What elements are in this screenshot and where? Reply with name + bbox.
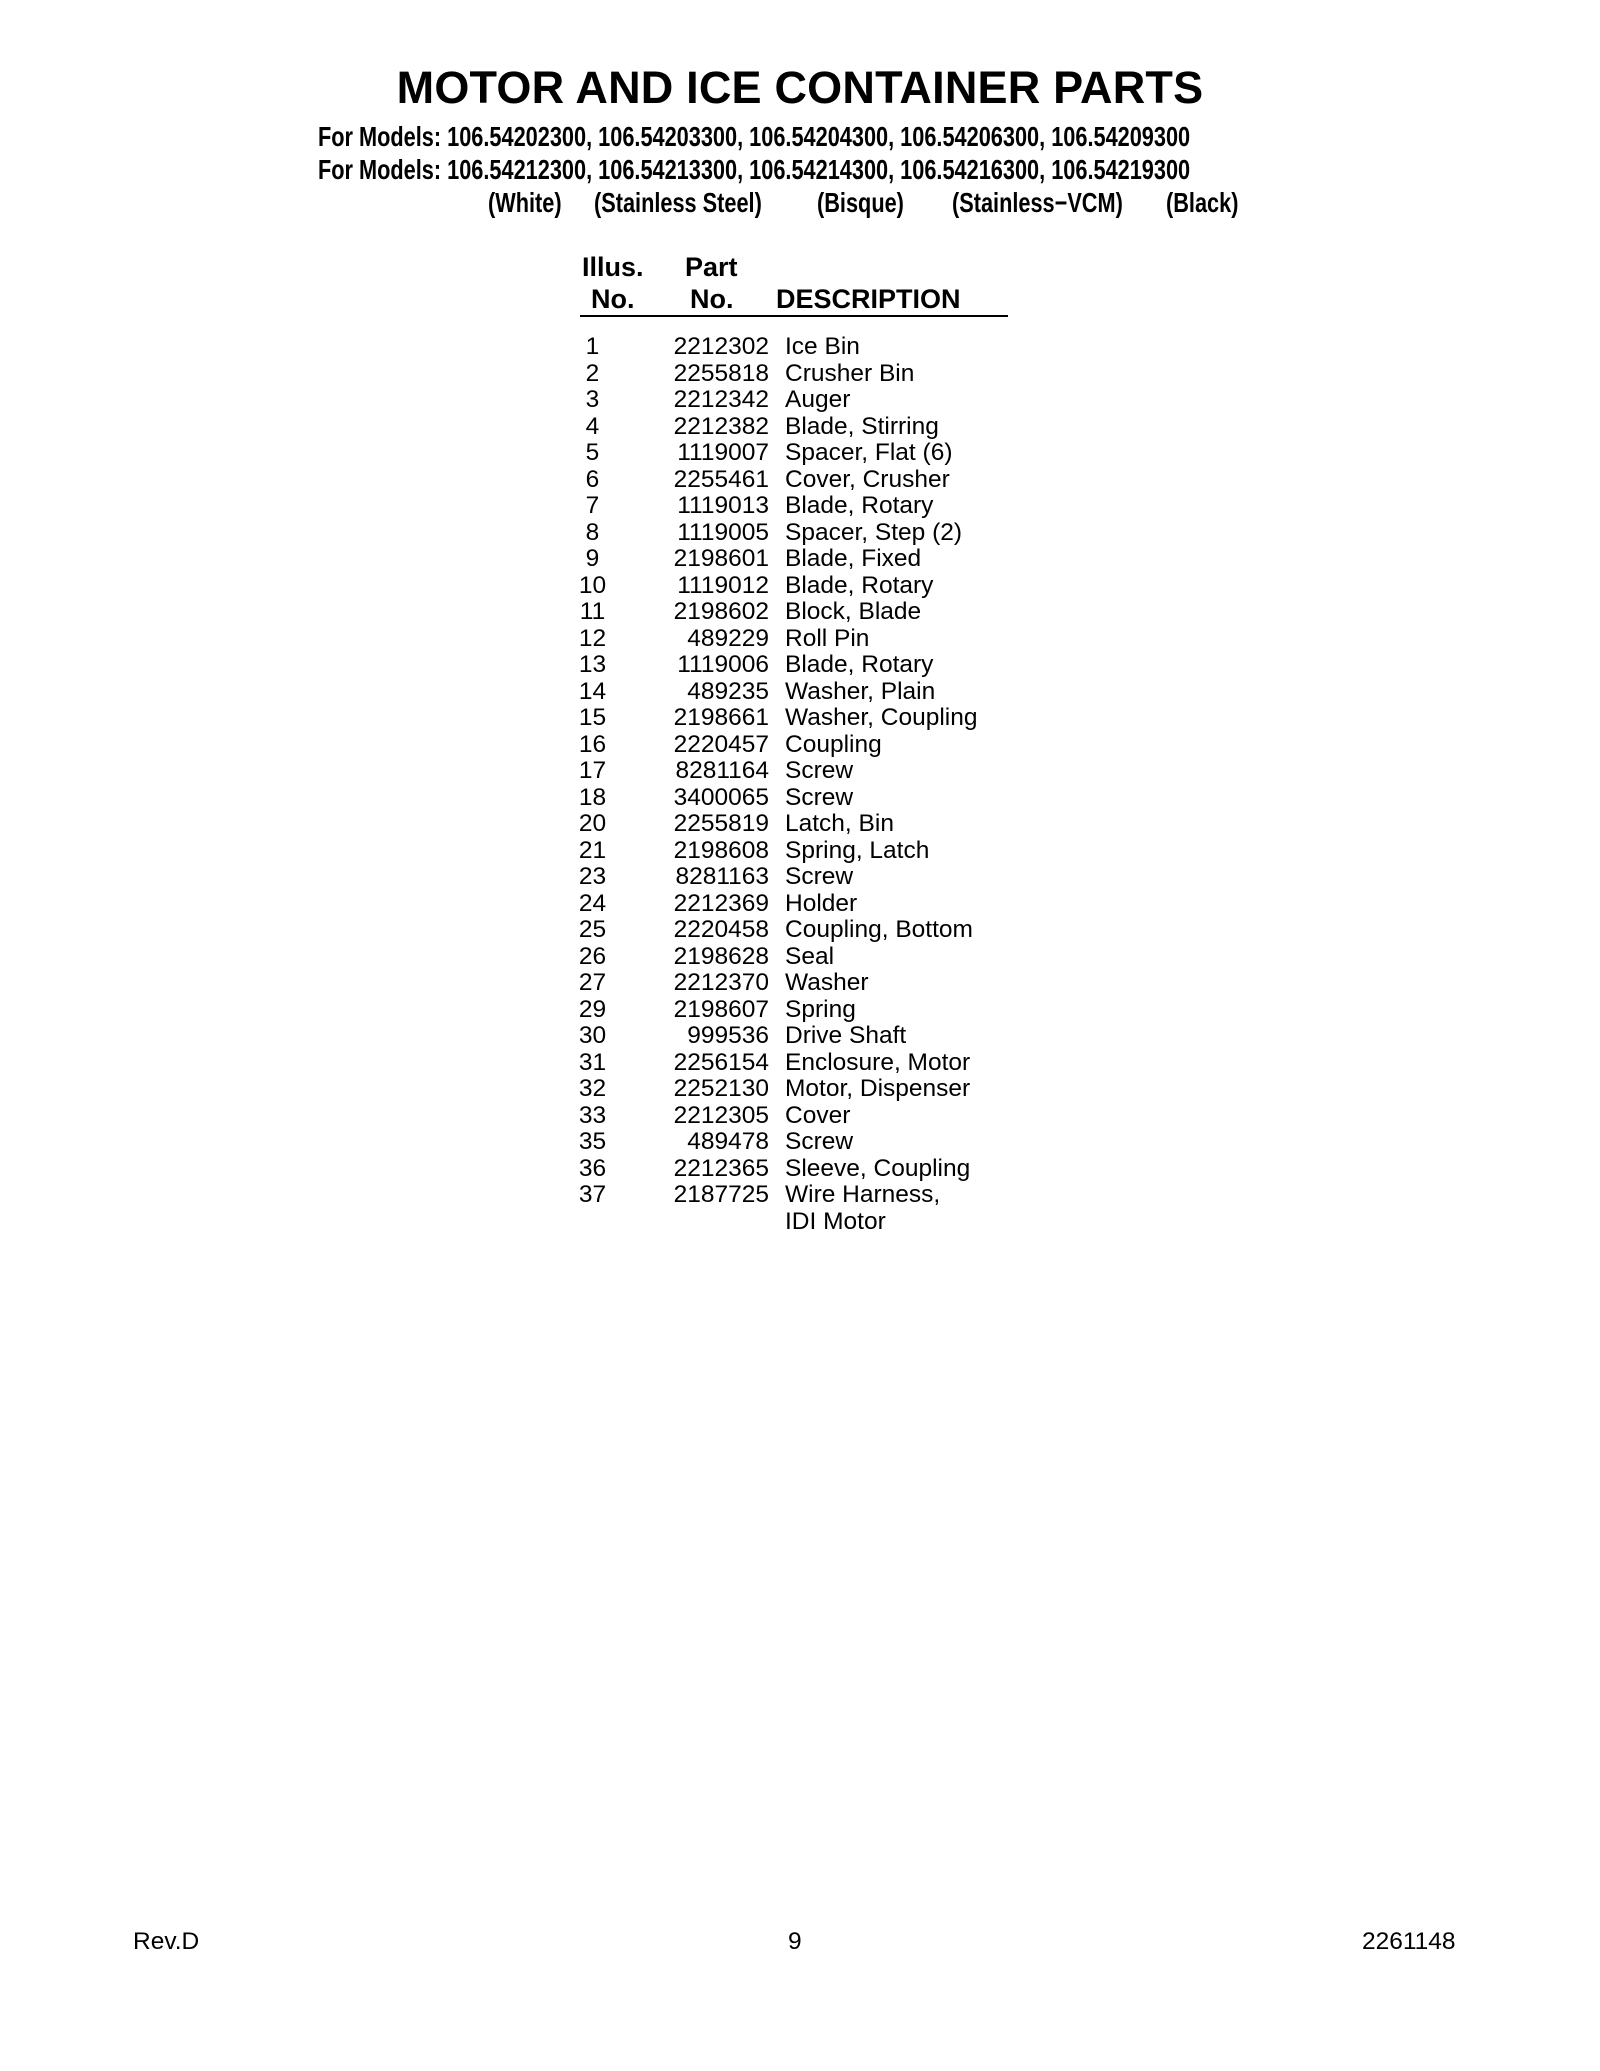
- footer-document-number: 2261148: [1362, 1928, 1456, 1955]
- table-row: [560, 944, 1040, 971]
- part-number: 8281163: [675, 863, 769, 890]
- header-divider: [580, 315, 1008, 317]
- illus-number: 15: [578, 704, 607, 731]
- table-row: [560, 997, 1040, 1024]
- illus-number: 21: [578, 836, 607, 864]
- table-row: [560, 493, 1040, 520]
- part-number: 2198628: [673, 942, 769, 970]
- part-number: 2212369: [673, 889, 769, 917]
- part-description: Coupling: [785, 730, 882, 758]
- part-description: Blade, Rotary: [785, 651, 934, 678]
- part-description: Roll Pin: [785, 624, 870, 652]
- table-row: [560, 1103, 1040, 1130]
- table-row: [560, 652, 1040, 679]
- part-description: Spacer, Flat (6): [785, 439, 953, 466]
- part-number: 1119013: [677, 492, 769, 519]
- table-row: [560, 705, 1040, 732]
- part-number: 1119007: [677, 439, 769, 466]
- finish-white: (White): [488, 187, 562, 218]
- part-description: Washer, Plain: [785, 677, 936, 705]
- illus-number: 2: [585, 359, 600, 387]
- part-number: 2255461: [673, 465, 769, 493]
- part-description: Crusher Bin: [785, 359, 915, 387]
- part-number: 1119005: [677, 518, 769, 546]
- table-row: [560, 1076, 1040, 1103]
- illus-number: 18: [578, 783, 607, 811]
- part-number: 2187725: [673, 1181, 769, 1208]
- part-description: Spring: [785, 995, 856, 1023]
- part-number: 2212382: [673, 412, 769, 440]
- part-number: 3400065: [673, 783, 769, 811]
- footer-revision: Rev.D: [133, 1928, 200, 1955]
- part-description: Wire Harness,: [785, 1181, 941, 1208]
- part-number: 2252130: [673, 1075, 769, 1102]
- illus-number: 30: [578, 1022, 607, 1049]
- table-row: [560, 1023, 1040, 1050]
- illus-number: 10: [578, 571, 607, 599]
- illus-number: 24: [578, 889, 607, 917]
- table-row: [560, 1050, 1040, 1077]
- illus-number: 5: [585, 439, 600, 466]
- table-row: [560, 520, 1040, 547]
- page-title: MOTOR AND ICE CONTAINER PARTS: [396, 62, 1204, 113]
- table-row: [560, 1129, 1040, 1156]
- table-row: [560, 467, 1040, 494]
- part-description: Blade, Fixed: [785, 545, 922, 572]
- part-number: 2256154: [673, 1048, 769, 1076]
- part-description: Screw: [785, 783, 854, 811]
- part-description: Cover, Crusher: [785, 465, 950, 493]
- part-number: 2198607: [673, 995, 769, 1023]
- models-line-2: For Models: 106.54212300, 106.54213300, 106.54214300, 106.54216300, 106.54219300: [318, 154, 1191, 185]
- illus-number: 17: [578, 757, 607, 784]
- finish-bisque: (Bisque): [817, 187, 904, 218]
- part-number: 999536: [687, 1022, 769, 1049]
- table-row: [560, 811, 1040, 838]
- table-row: [560, 440, 1040, 467]
- illus-number: 3: [585, 386, 600, 413]
- table-row: [560, 732, 1040, 759]
- header-illus-top: Illus.: [582, 252, 644, 282]
- part-description: Washer: [785, 969, 869, 996]
- part-number: 2212305: [673, 1101, 769, 1129]
- part-number: 489478: [687, 1128, 769, 1155]
- header-description: DESCRIPTION: [776, 284, 961, 314]
- part-description: Drive Shaft: [785, 1022, 907, 1049]
- table-row: [560, 573, 1040, 600]
- part-description: IDI Motor: [785, 1207, 886, 1235]
- illus-number: 31: [578, 1048, 607, 1076]
- illus-number: 16: [578, 730, 607, 758]
- illus-number: 37: [578, 1181, 607, 1208]
- illus-number: 13: [578, 651, 607, 678]
- illus-number: 12: [578, 624, 607, 652]
- part-description: Coupling, Bottom: [785, 916, 973, 943]
- illus-number: 8: [585, 518, 600, 546]
- part-description: Enclosure, Motor: [785, 1048, 971, 1076]
- table-row: [560, 626, 1040, 653]
- part-number: 2212302: [673, 333, 769, 360]
- table-row: [560, 891, 1040, 918]
- table-row: [560, 785, 1040, 812]
- table-row: [560, 599, 1040, 626]
- part-description: Block, Blade: [785, 598, 922, 625]
- table-row: [560, 546, 1040, 573]
- table-row: [560, 414, 1040, 441]
- illus-number: 4: [585, 412, 600, 440]
- part-description: Washer, Coupling: [785, 704, 978, 731]
- table-row: [560, 334, 1040, 361]
- part-description: Screw: [785, 1128, 854, 1155]
- table-row: [560, 970, 1040, 997]
- part-number: 2255818: [673, 359, 769, 387]
- part-description: Blade, Stirring: [785, 412, 939, 440]
- part-number: 2198601: [673, 545, 769, 572]
- part-number: 2198661: [673, 704, 769, 731]
- illus-number: 20: [578, 810, 607, 837]
- table-row: [560, 679, 1040, 706]
- part-description: Spacer, Step (2): [785, 518, 963, 546]
- illus-number: 35: [578, 1128, 607, 1155]
- part-number: 2212370: [673, 969, 769, 996]
- part-description: Sleeve, Coupling: [785, 1154, 971, 1182]
- part-number: 2198602: [673, 598, 769, 625]
- part-number: 2220458: [673, 916, 769, 943]
- part-number: 2220457: [673, 730, 769, 758]
- part-number: 2212365: [673, 1154, 769, 1182]
- part-description: Auger: [785, 386, 851, 413]
- part-description: Spring, Latch: [785, 836, 930, 864]
- part-number: 2255819: [673, 810, 769, 837]
- header-part-bottom: No.: [690, 284, 734, 314]
- illus-number: 11: [579, 598, 606, 625]
- illus-number: 29: [578, 995, 607, 1023]
- illus-number: 26: [578, 942, 607, 970]
- illus-number: 14: [578, 677, 607, 705]
- part-number: 2198608: [673, 836, 769, 864]
- illus-number: 23: [578, 863, 607, 890]
- illus-number: 36: [578, 1154, 607, 1182]
- table-row: [560, 864, 1040, 891]
- part-number: 489229: [687, 624, 769, 652]
- models-line-1: For Models: 106.54202300, 106.54203300, 106.54204300, 106.54206300, 106.54209300: [318, 121, 1191, 152]
- part-description: Screw: [785, 757, 854, 784]
- header-part-top: Part: [685, 252, 738, 282]
- illus-number: 6: [585, 465, 600, 493]
- illus-number: 9: [585, 545, 600, 572]
- part-number: 1119006: [677, 651, 769, 678]
- part-description: Seal: [785, 942, 835, 970]
- part-description: Blade, Rotary: [785, 492, 934, 519]
- finish-stainless-vcm: (Stainless−VCM): [952, 187, 1123, 218]
- table-row: [560, 758, 1040, 785]
- illus-number: 7: [585, 492, 600, 519]
- table-row: [560, 1182, 1040, 1209]
- part-description: Ice Bin: [785, 333, 860, 360]
- part-number: 489235: [687, 677, 769, 705]
- header-illus-bottom: No.: [591, 284, 635, 314]
- table-row: [560, 917, 1040, 944]
- footer-page-number: 9: [788, 1928, 802, 1955]
- finish-stainless-steel: (Stainless Steel): [594, 187, 762, 218]
- parts-list: [560, 334, 1040, 1235]
- illus-number: 25: [578, 916, 607, 943]
- illus-number: 27: [578, 969, 607, 996]
- illus-number: 33: [578, 1101, 607, 1129]
- part-description: Latch, Bin: [785, 810, 894, 837]
- part-number: 8281164: [675, 757, 769, 784]
- table-row: [560, 1156, 1040, 1183]
- table-row: [560, 1209, 1040, 1236]
- table-row: [560, 838, 1040, 865]
- part-description: Cover: [785, 1101, 851, 1129]
- table-row: [560, 387, 1040, 414]
- part-description: Screw: [785, 863, 854, 890]
- part-description: Holder: [785, 889, 858, 917]
- part-number: 1119012: [677, 571, 769, 599]
- table-row: [560, 361, 1040, 388]
- illus-number: 32: [578, 1075, 607, 1102]
- part-description: Blade, Rotary: [785, 571, 934, 599]
- illus-number: 1: [585, 333, 600, 360]
- finish-black: (Black): [1166, 187, 1239, 218]
- part-number: 2212342: [673, 386, 769, 413]
- part-description: Motor, Dispenser: [785, 1075, 971, 1102]
